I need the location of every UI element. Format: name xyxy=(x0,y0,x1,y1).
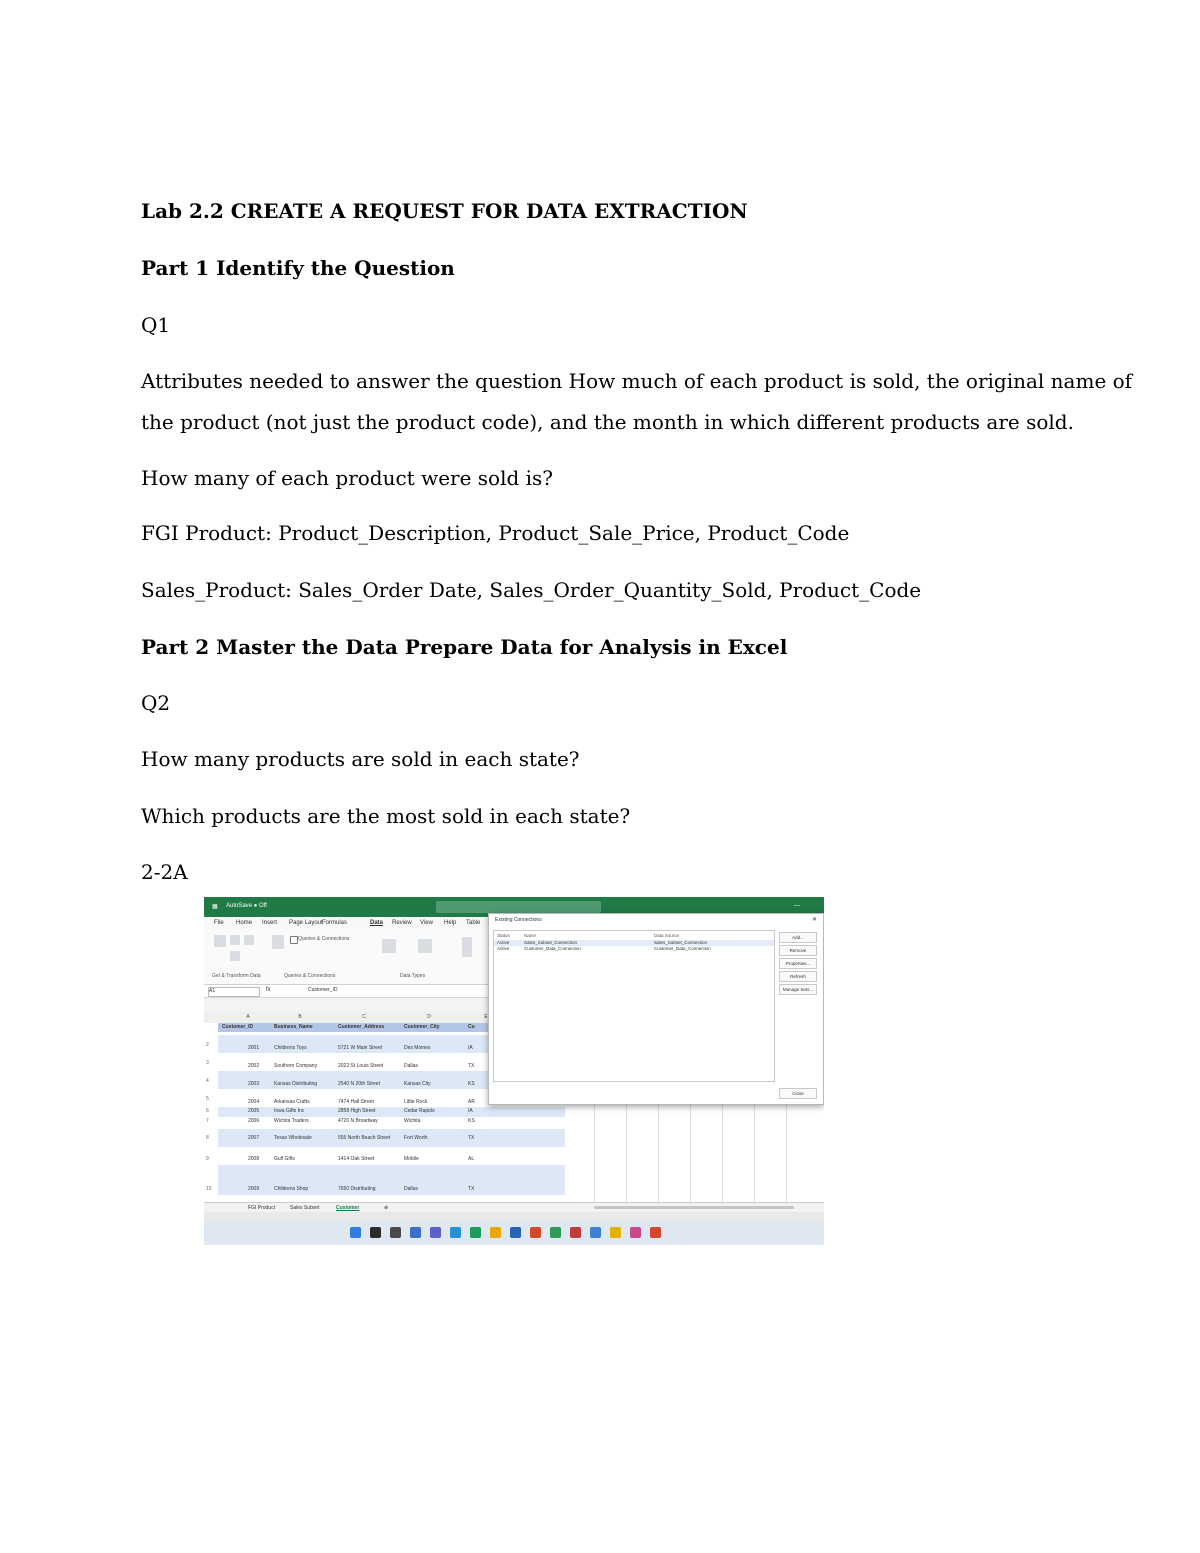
cell[interactable]: Kansas City xyxy=(404,1081,431,1087)
app-icon[interactable] xyxy=(630,1227,641,1238)
cell[interactable]: 555 North Beach Street xyxy=(338,1135,391,1141)
sheet-tab-fgi-product[interactable]: FGI Product xyxy=(248,1205,275,1211)
cell[interactable]: Mobile xyxy=(404,1156,419,1162)
cell[interactable]: TX xyxy=(468,1135,475,1141)
ribbon-group-get-data: Get & Transform Data xyxy=(212,973,261,979)
figure-label: 2-2A xyxy=(141,860,188,884)
header-cell[interactable]: Cu xyxy=(468,1024,475,1030)
cell[interactable]: Southern Company xyxy=(274,1063,318,1069)
cell[interactable]: 2022 St Louis Street xyxy=(338,1063,384,1069)
tab-formulas[interactable]: Formulas xyxy=(322,920,348,926)
cell[interactable]: Wichita Traders xyxy=(274,1118,309,1124)
widgets-icon[interactable] xyxy=(410,1227,421,1238)
manage-sets-button[interactable]: Manage Sets... xyxy=(779,984,817,995)
cell[interactable]: 2008 xyxy=(248,1156,260,1162)
name-column-header[interactable]: Name xyxy=(524,933,537,938)
list-header-row xyxy=(494,933,774,939)
cell[interactable]: Arkansas Crafts xyxy=(274,1099,310,1105)
column-a-header[interactable]: A xyxy=(246,1014,250,1020)
existing-connections-dialog xyxy=(488,913,824,1105)
powerpoint-icon[interactable] xyxy=(530,1227,541,1238)
column-b-header[interactable]: B xyxy=(298,1014,302,1020)
column-e-header[interactable]: E xyxy=(484,1014,488,1020)
app-icon[interactable] xyxy=(610,1227,621,1238)
sheet-tab-customer[interactable]: Customer xyxy=(336,1205,360,1211)
excel-logo-icon: ▦ xyxy=(212,904,218,910)
cell[interactable]: AR xyxy=(468,1099,475,1105)
status-bar xyxy=(204,1212,824,1221)
cell[interactable]: 2003 xyxy=(248,1081,260,1087)
header-cell[interactable]: Customer_Address xyxy=(338,1024,385,1030)
cell[interactable]: Dallas xyxy=(404,1063,418,1069)
q2-question1: How many products are sold in each state? xyxy=(141,747,580,771)
table-row[interactable] xyxy=(206,1117,565,1127)
task-view-icon[interactable] xyxy=(390,1227,401,1238)
cell[interactable]: Kansas Distributing xyxy=(274,1081,318,1087)
cell[interactable]: 7650 Distributing xyxy=(338,1186,376,1192)
cell[interactable]: IA xyxy=(468,1108,473,1114)
cell[interactable]: 2002 xyxy=(248,1063,260,1069)
remove-button[interactable]: Remove xyxy=(779,945,817,956)
sheet-tab-sales-subset[interactable]: Sales Subset xyxy=(290,1205,320,1211)
edge-icon[interactable] xyxy=(450,1227,461,1238)
q1-paragraph-line2: the product (not just the product code), and the month in which different products are sold. xyxy=(141,410,1074,434)
cell[interactable]: KS xyxy=(468,1118,475,1124)
tab-review[interactable]: Review xyxy=(392,920,412,926)
cell[interactable]: Wichita xyxy=(404,1118,421,1124)
cell[interactable]: 2540 N 20th Street xyxy=(338,1081,380,1087)
dialog-title: Existing Connections xyxy=(495,917,542,923)
from-web-icon[interactable] xyxy=(244,935,254,945)
table-row[interactable] xyxy=(206,1147,565,1165)
name-cell: Sales_Subset_Connection xyxy=(524,940,578,945)
close-icon[interactable]: ✕ xyxy=(811,917,817,923)
row-number: 5 xyxy=(206,1096,209,1102)
horizontal-scrollbar[interactable] xyxy=(594,1206,794,1209)
cell[interactable]: Texas Wholesale xyxy=(274,1135,312,1141)
cell[interactable]: Fort Worth xyxy=(404,1135,428,1141)
search-icon[interactable] xyxy=(370,1227,381,1238)
get-data-icon[interactable] xyxy=(214,935,226,947)
app-icon[interactable] xyxy=(570,1227,581,1238)
row-number: 6 xyxy=(206,1108,209,1114)
source-cell: Customer_Data_Connection xyxy=(654,946,711,951)
refresh-button[interactable]: Refresh xyxy=(779,971,817,982)
from-text-icon[interactable] xyxy=(230,935,240,945)
word-icon[interactable] xyxy=(510,1227,521,1238)
row-number: 10 xyxy=(206,1186,212,1192)
status-cell: Active xyxy=(497,946,510,951)
row-number: 8 xyxy=(206,1135,209,1141)
q2-question2: Which products are the most sold in each state? xyxy=(141,804,631,828)
source-cell: Sales_Subset_Connection xyxy=(654,940,708,945)
header-cell[interactable]: Business_Name xyxy=(274,1024,313,1030)
excel-screenshot xyxy=(204,897,824,1245)
stocks-icon[interactable] xyxy=(382,939,396,953)
cell[interactable]: Iowa Gifts Inc xyxy=(274,1108,305,1114)
properties-button[interactable]: Properties... xyxy=(779,958,817,969)
status-cell: Active xyxy=(497,940,510,945)
refresh-all-icon[interactable] xyxy=(272,935,284,949)
explorer-icon[interactable] xyxy=(490,1227,501,1238)
row-number: 2 xyxy=(206,1042,209,1048)
row-number: 7 xyxy=(206,1118,209,1124)
ribbon-group-queries: Queries & Connections xyxy=(284,973,336,979)
queries-checkbox-label: Queries & Connections xyxy=(298,936,350,942)
tab-table[interactable]: Table xyxy=(466,920,481,926)
geography-icon[interactable] xyxy=(418,939,432,953)
column-c-header[interactable]: C xyxy=(362,1014,366,1020)
data-source-column-header[interactable]: Data Source xyxy=(654,933,680,938)
sales-product-attributes: Sales_Product: Sales_Order Date, Sales_Order_Quantity_Sold, Product_Code xyxy=(141,578,922,602)
cell[interactable]: KS xyxy=(468,1081,475,1087)
cell[interactable]: 7474 Hall Street xyxy=(338,1099,374,1105)
table-row[interactable] xyxy=(206,1129,565,1147)
cell[interactable]: IA xyxy=(468,1045,473,1051)
list-item[interactable] xyxy=(494,946,774,952)
app-icon[interactable] xyxy=(550,1227,561,1238)
q1-paragraph-line1: Attributes needed to answer the question How much of each product is sold, the original name of xyxy=(141,369,1133,393)
minimize-icon[interactable]: — xyxy=(794,903,800,909)
cell[interactable]: AL xyxy=(468,1156,475,1162)
row-number: 3 xyxy=(206,1060,209,1066)
add-button[interactable]: Add... xyxy=(779,932,817,943)
cell[interactable]: Childrens Toys xyxy=(274,1045,307,1051)
autosave-label: AutoSave ● Off xyxy=(226,903,267,909)
row-number: 9 xyxy=(206,1156,209,1162)
windows-taskbar xyxy=(204,1221,824,1245)
start-icon[interactable] xyxy=(350,1227,361,1238)
add-sheet-icon[interactable]: ⊕ xyxy=(384,1205,389,1211)
cell[interactable]: 2858 High Street xyxy=(338,1108,376,1114)
row-number: 4 xyxy=(206,1078,209,1084)
app-icon[interactable] xyxy=(590,1227,601,1238)
fgi-product-attributes: FGI Product: Product_Description, Product_Sale_Price, Product_Code xyxy=(141,521,850,545)
cell[interactable]: 2004 xyxy=(248,1099,260,1105)
ribbon-group-data-types: Data Types xyxy=(400,973,426,979)
cell[interactable]: 2009 xyxy=(248,1186,260,1192)
tab-view[interactable]: View xyxy=(420,920,433,926)
cell[interactable]: 2007 xyxy=(248,1135,260,1141)
q1-label: Q1 xyxy=(141,313,171,337)
cell[interactable]: 5721 W Main Street xyxy=(338,1045,383,1051)
connections-list[interactable] xyxy=(493,930,775,1082)
cell[interactable]: Dallas xyxy=(404,1186,418,1192)
name-cell: Customer_Data_Connection xyxy=(524,946,581,951)
sort-icon[interactable] xyxy=(462,937,472,957)
q1-question: How many of each product were sold is? xyxy=(141,466,554,490)
cell[interactable]: Gulf Gifts xyxy=(274,1156,295,1162)
cell[interactable]: Des Moines xyxy=(404,1045,431,1051)
cell[interactable]: 2005 xyxy=(248,1108,260,1114)
lab-title: Lab 2.2 CREATE A REQUEST FOR DATA EXTRACTION xyxy=(141,199,748,223)
cell[interactable]: Childrens Shop xyxy=(274,1186,309,1192)
fx-icon: fx xyxy=(266,987,271,993)
cell[interactable]: TX xyxy=(468,1186,475,1192)
app-icon[interactable] xyxy=(650,1227,661,1238)
table-row[interactable] xyxy=(206,1165,565,1195)
status-column-header[interactable]: Status xyxy=(497,933,510,938)
name-box[interactable]: A1 xyxy=(208,987,260,997)
cell[interactable]: Little Rock xyxy=(404,1099,428,1105)
tab-help[interactable]: Help xyxy=(444,920,457,926)
tab-insert[interactable]: Insert xyxy=(262,920,278,926)
from-table-icon[interactable] xyxy=(230,951,240,961)
cell[interactable]: 4720 N Broadway xyxy=(338,1118,378,1124)
teams-icon[interactable] xyxy=(430,1227,441,1238)
cell[interactable]: TX xyxy=(468,1063,475,1069)
cell[interactable]: 2001 xyxy=(248,1045,260,1051)
queries-checkbox[interactable] xyxy=(290,936,298,944)
header-cell[interactable]: Customer_City xyxy=(404,1024,440,1030)
part1-heading: Part 1 Identify the Question xyxy=(141,256,455,280)
tab-file[interactable]: File xyxy=(214,920,224,926)
tab-data[interactable]: Data xyxy=(370,920,384,926)
q2-label: Q2 xyxy=(141,691,171,715)
column-d-header[interactable]: D xyxy=(427,1014,431,1020)
header-cell[interactable]: Customer_ID xyxy=(222,1024,254,1030)
formula-value[interactable]: Customer_ID xyxy=(308,987,338,993)
table-row[interactable] xyxy=(206,1107,565,1117)
cell[interactable]: Cedar Rapids xyxy=(404,1108,435,1114)
tab-page-layout[interactable]: Page Layout xyxy=(289,920,323,926)
cell[interactable]: 2006 xyxy=(248,1118,260,1124)
search-box[interactable] xyxy=(436,901,601,913)
cell[interactable]: 1414 Oak Street xyxy=(338,1156,375,1162)
tab-home[interactable]: Home xyxy=(236,920,253,926)
close-button[interactable]: Close xyxy=(779,1088,817,1099)
excel-taskbar-icon[interactable] xyxy=(470,1227,481,1238)
part2-heading: Part 2 Master the Data Prepare Data for Analysis in Excel xyxy=(141,635,788,659)
